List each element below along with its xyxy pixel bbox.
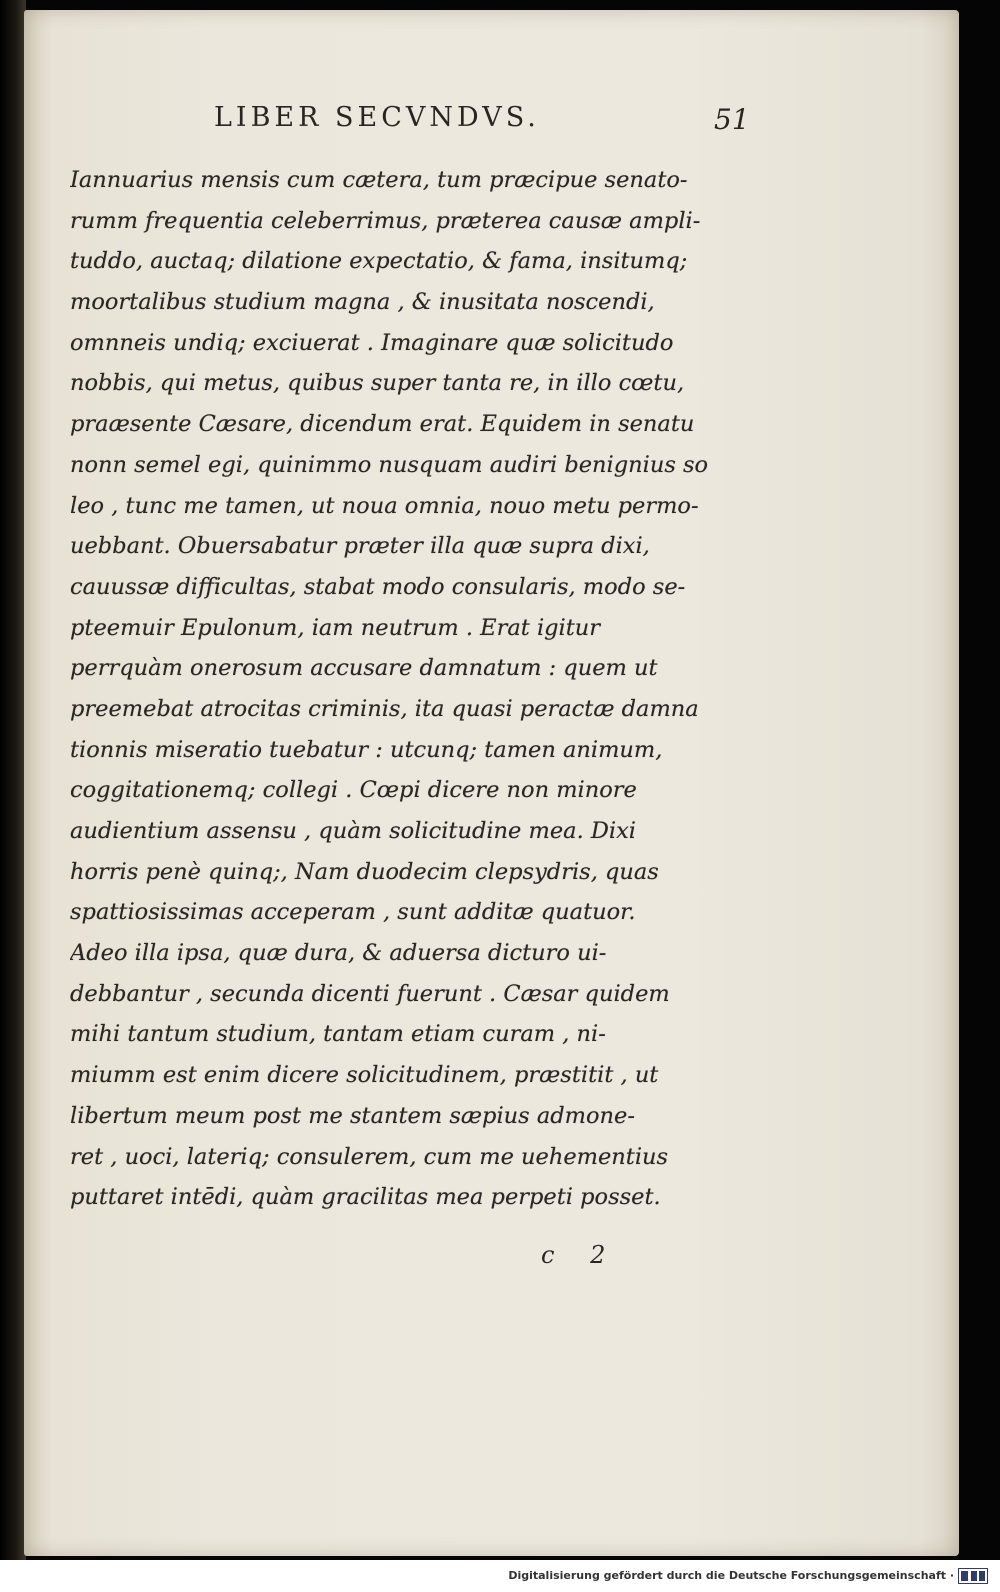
- text-line: pteemuir Epulonum, iam neutrum . Erat igitur: [70, 614, 601, 641]
- book-spine-shadow: [0, 0, 26, 1560]
- text-line: audientium assensu , quàm solicitudine mea. Dixi: [70, 818, 636, 844]
- text-line: tuddo, auctaq; dilatione expectatio, & fama, insitumq;: [70, 248, 688, 275]
- text-line: miumm est enim dicere solicitudinem, præstitit , ut: [70, 1062, 659, 1089]
- running-head: LIBER SECVNDVS.: [214, 102, 540, 133]
- text-line: cauussæ difficultas, stabat modo consularis, modo se-: [70, 573, 686, 600]
- text-line: Iannuarius mensis cum cætera, tum præcipue senato-: [70, 167, 688, 193]
- text-line: moortalibus studium magna , & inusitata noscendi,: [70, 289, 655, 316]
- text-line: horris penè quinq;, Nam duodecim clepsydris, quas: [70, 858, 659, 885]
- funding-credit: Digitalisierung gefördert durch die Deutsche Forschungsgemeinschaft ·: [508, 1569, 954, 1582]
- signature-mark: c 2: [541, 1241, 620, 1269]
- text-line: spattiosissimas acceperam , sunt additæ quatuor.: [70, 899, 636, 926]
- text-line: nonn semel egi, quinimmo nusquam audiri benignius so: [70, 451, 709, 478]
- text-line: coggitationemq; collegi . Cœpi dicere non minore: [70, 777, 637, 804]
- text-line: libertum meum post me stantem sæpius admone-: [70, 1102, 635, 1129]
- text-line: debbantur , secunda dicenti fuerunt . Cæsar quidem: [70, 980, 670, 1007]
- text-line: perrquàm onerosum accusare damnatum : quem ut: [70, 655, 658, 682]
- book-page: [24, 10, 959, 1556]
- body-text: [70, 160, 760, 1218]
- text-line: rumm frequentia celeberrimus, præterea causæ ampli-: [70, 207, 701, 234]
- text-line: omnneis undiq; exciuerat . Imaginare quæ solicitudo: [70, 329, 674, 356]
- text-line: praæsente Cæsare, dicendum erat. Equidem in senatu: [70, 411, 695, 438]
- text-line: preemebat atrocitas criminis, ita quasi peractæ damna: [70, 695, 699, 722]
- page-number: 51: [714, 103, 750, 136]
- text-line: mihi tantum studium, tantam etiam curam , ni-: [70, 1021, 606, 1048]
- text-line: uebbant. Obuersabatur præter illa quæ supra dixi,: [70, 533, 650, 560]
- dfg-logo-icon: [958, 1568, 988, 1584]
- text-line: Adeo illa ipsa, quæ dura, & aduersa dicturo ui-: [70, 940, 607, 967]
- text-line: tionnis miseratio tuebatur : utcunq; tamen animum,: [70, 736, 663, 763]
- text-line: ret , uoci, lateriq; consulerem, cum me uehementius: [70, 1143, 669, 1170]
- text-line: puttaret intēdi, quàm gracilitas mea perpeti posset.: [70, 1184, 661, 1211]
- text-line: leo , tunc me tamen, ut noua omnia, nouo metu permo-: [70, 492, 699, 519]
- text-line: nobbis, qui metus, quibus super tanta re, in illo cœtu,: [70, 370, 685, 397]
- footer-bar: [0, 1560, 1000, 1592]
